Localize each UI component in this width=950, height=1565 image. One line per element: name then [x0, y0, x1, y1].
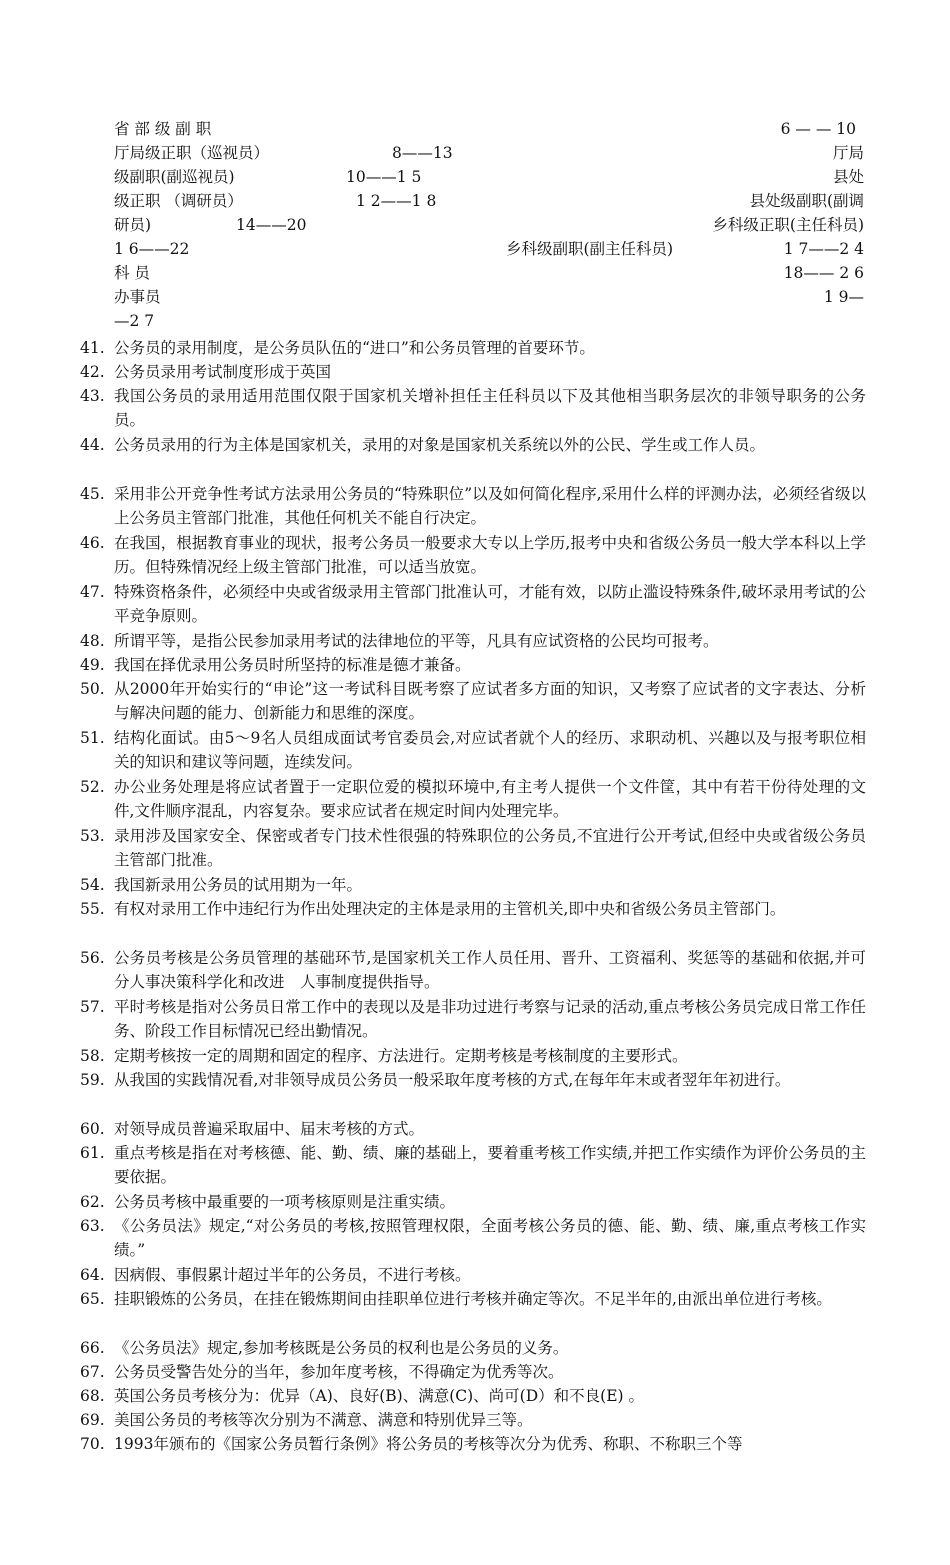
list-item	[80, 532, 866, 579]
list-item	[80, 630, 866, 654]
item-text: 公务员受警告处分的当年，参加年度考核，不得确定为优秀等次。	[114, 1363, 564, 1381]
list-item	[80, 1337, 866, 1361]
item-text: 我国公务员的录用适用范围仅限于国家机关增补担任主任科员以下及其他相当职务层次的非领导职务的公务员。	[114, 387, 866, 429]
item-text: 在我国，根据教育事业的现状，报考公务员一般要求大专以上学历,报考中央和省级公务员一般大学本科以上学历。但特殊情况经上级主管部门批准，可以适当放宽。	[114, 534, 866, 576]
item-text: 我国在择优录用公务员时所坚持的标准是德才兼备。	[114, 656, 471, 674]
list-item	[80, 874, 866, 898]
item-number: 65.	[80, 1290, 105, 1308]
item-number: 70.	[80, 1435, 105, 1453]
grade-row	[114, 117, 864, 141]
item-number: 41.	[80, 339, 105, 357]
grade-row	[114, 237, 864, 261]
item-text: 采用非公开竞争性考试方法录用公务员的“特殊职位”以及如何简化程序,采用什么样的评测办法，必须经省级以上公务员主管部门批准，其他任何机关不能自行决定。	[114, 485, 866, 527]
item-text: 《公务员法》规定,参加考核既是公务员的权利也是公务员的义务。	[114, 1339, 569, 1357]
list-item	[80, 654, 866, 678]
item-text: 从2000年开始实行的“申论”这一考试科目既考察了应试者多方面的知识，又考察了应试者的文字表达、分析与解决问题的能力、创新能力和思维的深度。	[114, 680, 866, 722]
list-item	[80, 1045, 866, 1069]
grade-cell: 6 — — 10	[780, 120, 856, 138]
grade-cell: 级正职 （调研员）	[114, 192, 243, 210]
item-text: 公务员录用考试制度形成于英国	[114, 363, 332, 381]
grade-cell: 14——20	[236, 216, 307, 234]
item-text: 公务员的录用制度，是公务员队伍的“进口”和公务员管理的首要环节。	[114, 339, 595, 357]
list-item	[80, 1142, 866, 1189]
grade-cell: 省 部 级 副 职	[114, 120, 212, 138]
list-item	[80, 1385, 866, 1409]
item-number: 43.	[80, 387, 105, 405]
item-number: 51.	[80, 729, 105, 747]
grade-cell: 厅局级正职（巡视员）	[114, 144, 270, 162]
item-text: 我国新录用公务员的试用期为一年。	[114, 876, 363, 894]
grade-cell: 18—— 2 6	[783, 264, 864, 282]
item-number: 67.	[80, 1363, 105, 1381]
item-number: 44.	[80, 436, 105, 454]
grade-cell: 1 2——1 8	[356, 192, 437, 210]
item-number: 42.	[80, 363, 105, 381]
list-item	[80, 337, 866, 361]
list-item	[80, 581, 866, 628]
grade-row	[114, 165, 864, 189]
item-text: 英国公务员考核分为：优异（A)、良好(B)、满意(C)、尚可(D）和不良(E) 。	[114, 1387, 644, 1405]
grade-row	[114, 285, 864, 309]
list-item	[80, 385, 866, 432]
grade-row	[114, 141, 864, 165]
grade-row	[114, 309, 864, 333]
item-text: 从我国的实践情况看,对非领导成员公务员一般采取年度考核的方式,在每年年末或者翌年年初进行。	[114, 1071, 791, 1089]
item-text: 公务员考核是公务员管理的基础环节,是国家机关工作人员任用、晋升、工资福利、奖惩等的基础和依据,并可分人事决策科学化和改进 人事制度提供指导。	[114, 949, 866, 991]
item-number: 62.	[80, 1193, 105, 1211]
item-number: 68.	[80, 1387, 105, 1405]
grade-cell: 厅局	[832, 144, 864, 162]
list-item	[80, 776, 866, 823]
item-text: 办公业务处理是将应试者置于一定职位爱的模拟环境中,有主考人提供一个文件筐，其中有若干份待处理的文件,文件顺序混乱，内容复杂。要求应试者在规定时间内处理完毕。	[114, 778, 866, 820]
list-item	[80, 1118, 866, 1142]
grade-cell: 科 员	[114, 264, 150, 282]
grade-row	[114, 261, 864, 285]
list-item	[80, 898, 866, 922]
item-text: 公务员录用的行为主体是国家机关，录用的对象是国家机关系统以外的公民、学生或工作人员。	[114, 436, 766, 454]
item-number: 60.	[80, 1120, 105, 1138]
item-number: 48.	[80, 632, 105, 650]
grade-cell: 县处	[832, 168, 864, 186]
item-text: 重点考核是指在对考核德、能、勤、绩、廉的基础上，要着重考核工作实绩,并把工作实绩作为评价公务员的主要依据。	[114, 1144, 866, 1186]
list-item	[80, 678, 866, 725]
list-item	[80, 1264, 866, 1288]
item-number: 69.	[80, 1411, 105, 1429]
grade-cell: 研员)	[114, 216, 152, 234]
item-number: 53.	[80, 827, 105, 845]
list-item	[80, 1191, 866, 1215]
item-text: 录用涉及国家安全、保密或者专门技术性很强的特殊职位的公务员,不宜进行公开考试,但经中央或省级公务员主管部门批准。	[114, 827, 866, 869]
item-text: 定期考核按一定的周期和固定的程序、方法进行。定期考核是考核制度的主要形式。	[114, 1047, 688, 1065]
item-number: 58.	[80, 1047, 105, 1065]
list-item	[80, 1288, 866, 1312]
item-number: 56.	[80, 949, 105, 967]
list-item	[80, 727, 866, 774]
grade-cell: 办事员	[114, 288, 161, 306]
item-number: 54.	[80, 876, 105, 894]
grade-cell: 1 6——22	[114, 240, 190, 258]
item-text: 美国公务员的考核等次分别为不满意、满意和特别优异三等。	[114, 1411, 533, 1429]
list-item	[80, 947, 866, 994]
item-number: 61.	[80, 1144, 105, 1162]
list-item	[80, 825, 866, 872]
list-item	[80, 1361, 866, 1385]
item-number: 47.	[80, 583, 105, 601]
item-number: 46.	[80, 534, 105, 552]
grade-cell: 1 7——2 4	[783, 240, 864, 258]
item-number: 64.	[80, 1266, 105, 1284]
list-item	[80, 361, 866, 385]
item-number: 55.	[80, 900, 105, 918]
item-text: 挂职锻炼的公务员，在挂在锻炼期间由挂职单位进行考核并确定等次。不足半年的,由派出单位进行考核。	[114, 1290, 832, 1308]
list-item	[80, 1215, 866, 1262]
item-number: 50.	[80, 680, 105, 698]
grade-cell: 级副职(副巡视员)	[114, 168, 235, 186]
grade-cell: 乡科级副职(副主任科员)	[506, 240, 674, 258]
item-text: 公务员考核中最重要的一项考核原则是注重实绩。	[114, 1193, 456, 1211]
item-number: 49.	[80, 656, 105, 674]
item-text: 对领导成员普遍采取届中、届末考核的方式。	[114, 1120, 425, 1138]
item-text: 《公务员法》规定,“对公务员的考核,按照管理权限，全面考核公务员的德、能、勤、绩、廉,重点考核工作实绩。”	[114, 1217, 866, 1259]
item-number: 63.	[80, 1217, 105, 1235]
grade-cell: 县处级副职(副调	[749, 192, 864, 210]
item-text: 所谓平等，是指公民参加录用考试的法律地位的平等，凡具有应试资格的公民均可报考。	[114, 632, 719, 650]
grade-row	[114, 213, 864, 237]
item-number: 59.	[80, 1071, 105, 1089]
item-number: 57.	[80, 998, 105, 1016]
grade-cell: 乡科级正职(主任科员)	[712, 216, 864, 234]
grade-cell: —2 7	[114, 312, 155, 330]
item-number: 52.	[80, 778, 105, 796]
list-item	[80, 483, 866, 530]
grade-cell: 1 9—	[823, 288, 864, 306]
grade-cell: 8——13	[392, 144, 453, 162]
list-item	[80, 1069, 866, 1093]
item-text: 结构化面试。由5～9名人员组成面试考官委员会,对应试者就个人的经历、求职动机、兴趣以及与报考职位相关的知识和建议等问题，连续发问。	[114, 729, 866, 771]
item-number: 66.	[80, 1339, 105, 1357]
list-item	[80, 1433, 866, 1457]
item-text: 平时考核是指对公务员日常工作中的表现以及是非功过进行考察与记录的活动,重点考核公务员完成日常工作任务、阶段工作目标情况已经出勤情况。	[114, 998, 866, 1040]
list-item	[80, 996, 866, 1043]
list-item	[80, 434, 866, 458]
item-text: 有权对录用工作中违纪行为作出处理决定的主体是录用的主管机关,即中央和省级公务员主管部门。	[114, 900, 786, 918]
grade-row	[114, 189, 864, 213]
item-text: 因病假、事假累计超过半年的公务员，不进行考核。	[114, 1266, 471, 1284]
grade-cell: 10——1 5	[346, 168, 422, 186]
item-number: 45.	[80, 485, 105, 503]
list-item	[80, 1409, 866, 1433]
item-text: 特殊资格条件，必须经中央或省级录用主管部门批准认可，才能有效，以防止滥设特殊条件,破坏录用考试的公平竞争原则。	[114, 583, 866, 625]
item-text: 1993年颁布的《国家公务员暂行条例》将公务员的考核等次分为优秀、称职、不称职三个等	[114, 1435, 743, 1453]
